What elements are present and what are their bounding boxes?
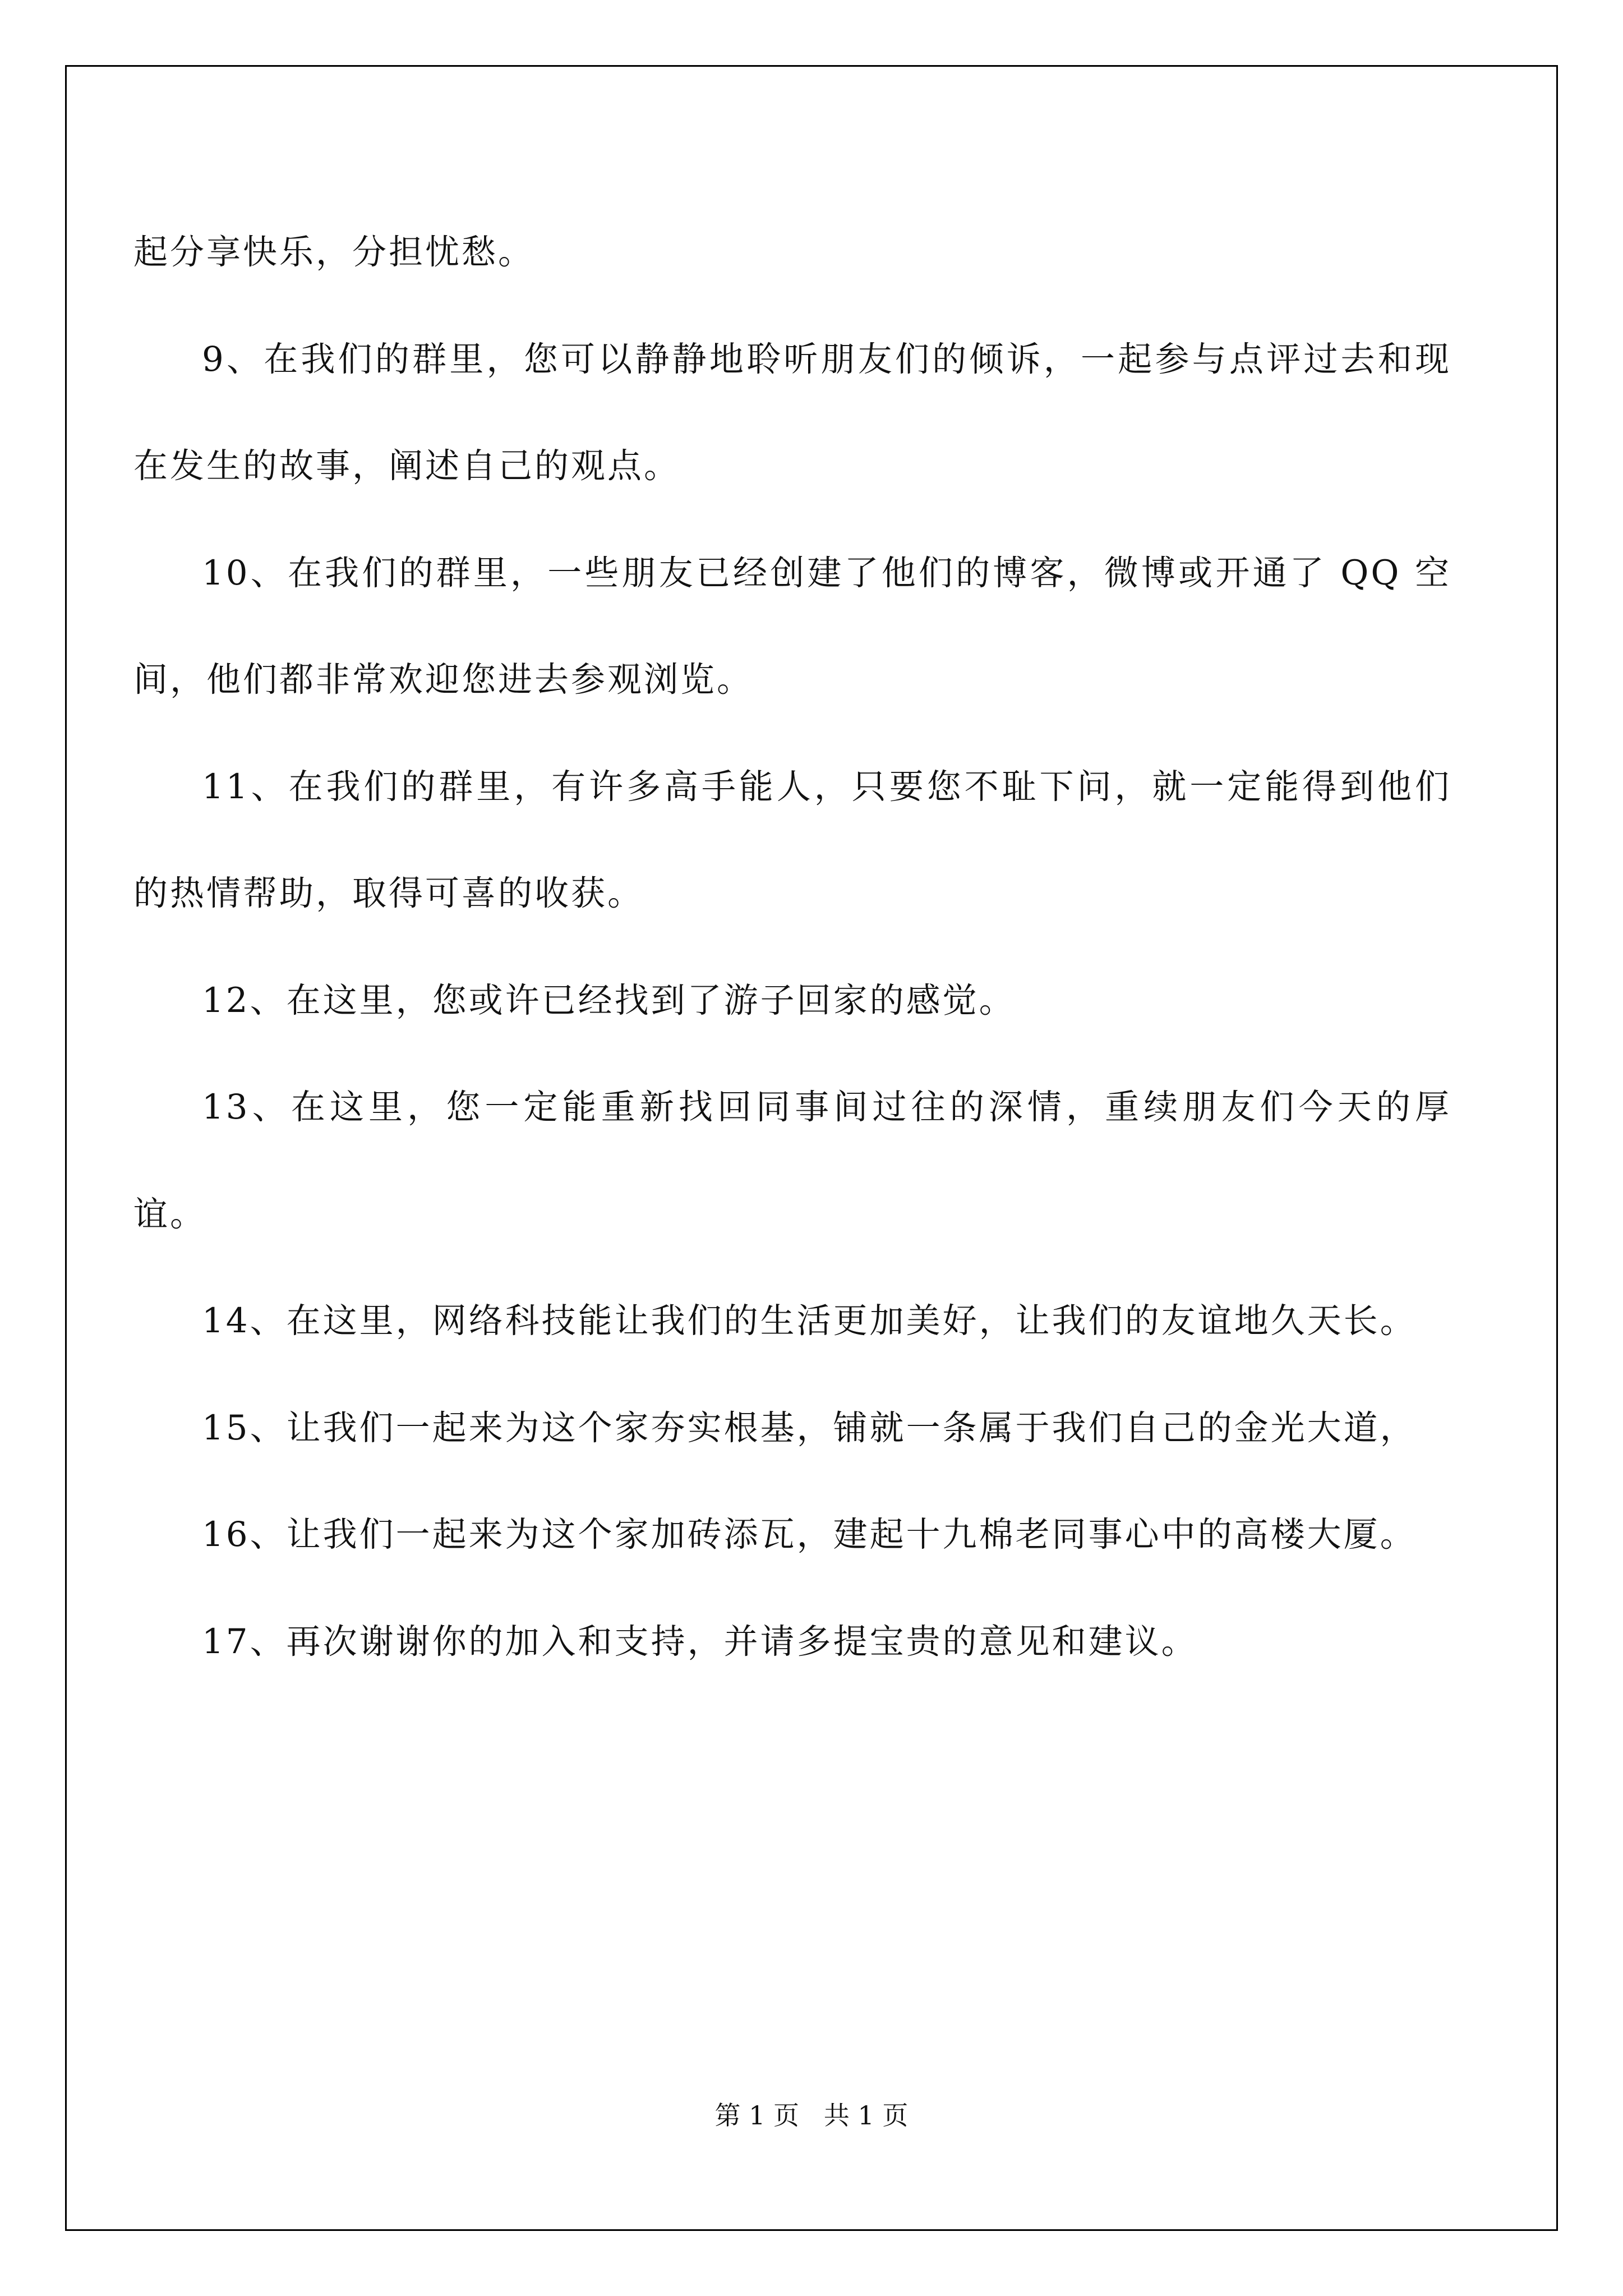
paragraph-11: 11、在我们的群里，有许多高手能人，只要您不耻下问，就一定能得到他们的热情帮助，取得可喜的收获。 bbox=[133, 766, 1451, 913]
paragraph-17: 17、再次谢谢你的加入和支持，并请多提宝贵的意见和建议。 bbox=[202, 1621, 1198, 1662]
page-footer: 第 1 页 共 1 页 bbox=[714, 2100, 909, 2131]
paragraph-12: 12、在这里，您或许已经找到了游子回家的感觉。 bbox=[202, 980, 1016, 1020]
paragraph-13: 13、在这里，您一定能重新找回同事间过往的深情，重续朋友们今天的厚谊。 bbox=[133, 1087, 1451, 1234]
paragraph-10: 10、在我们的群里，一些朋友已经创建了他们的博客，微博或开通了 QQ 空间，他们都非常欢迎您进去参观浏览。 bbox=[133, 553, 1451, 700]
document-body bbox=[133, 199, 1451, 1695]
paragraph-continuation: 起分享快乐，分担忧愁。 bbox=[133, 232, 535, 272]
paragraph-9: 9、在我们的群里，您可以静静地聆听朋友们的倾诉，一起参与点评过去和现在发生的故事，阐述自己的观点。 bbox=[133, 339, 1451, 486]
paragraph-16: 16、让我们一起来为这个家加砖添瓦，建起十九棉老同事心中的高楼大厦。 bbox=[202, 1515, 1417, 1554]
paragraph-14: 14、在这里，网络科技能让我们的生活更加美好，让我们的友谊地久天长。 bbox=[202, 1301, 1417, 1341]
paragraph-15: 15、让我们一起来为这个家夯实根基，铺就一条属于我们自己的金光大道， bbox=[202, 1407, 1417, 1448]
